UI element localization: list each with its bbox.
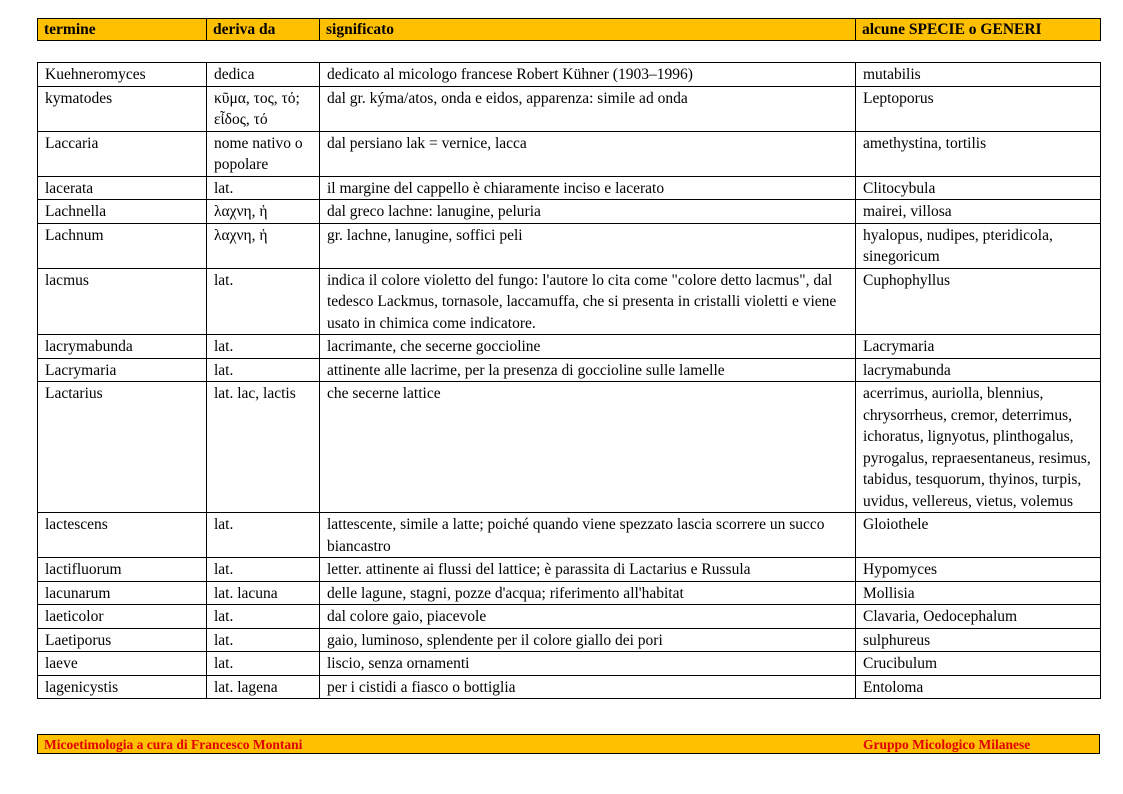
cell-significato: lacrimante, che secerne goccioline: [320, 335, 856, 359]
cell-termine: Lacrymaria: [38, 358, 207, 382]
cell-deriva-da: lat.: [207, 335, 320, 359]
footer-bar: [37, 734, 1100, 754]
table-row: [38, 86, 1101, 131]
table-row: [38, 335, 1101, 359]
footer-right-text: Gruppo Micologico Milanese: [863, 737, 1031, 752]
header-row: [38, 19, 1101, 41]
cell-termine: lacrymabunda: [38, 335, 207, 359]
cell-termine: lacerata: [38, 176, 207, 200]
table-row: [38, 513, 1101, 558]
cell-deriva-da: lat.: [207, 628, 320, 652]
cell-termine: Laccaria: [38, 131, 207, 176]
cell-specie: Clitocybula: [856, 176, 1101, 200]
cell-deriva-da: λαχνη, ἡ: [207, 223, 320, 268]
header-significato: significato: [320, 19, 856, 41]
cell-specie: sulphureus: [856, 628, 1101, 652]
cell-deriva-da: λαχνη, ἡ: [207, 200, 320, 224]
cell-termine: lacunarum: [38, 581, 207, 605]
cell-significato: che secerne lattice: [320, 382, 856, 513]
table-row: [38, 628, 1101, 652]
table-row: [38, 131, 1101, 176]
header-deriva-da: deriva da: [207, 19, 320, 41]
header-table: [37, 18, 1101, 41]
cell-termine: Lachnum: [38, 223, 207, 268]
cell-deriva-da: lat.: [207, 558, 320, 582]
table-row: [38, 223, 1101, 268]
header-termine: termine: [38, 19, 207, 41]
cell-deriva-da: κῦμα, τος, τό; εἶδος, τό: [207, 86, 320, 131]
footer-left-text: Micoetimologia a cura di Francesco Montani: [44, 737, 303, 752]
cell-significato: attinente alle lacrime, per la presenza di goccioline sulle lamelle: [320, 358, 856, 382]
cell-significato: liscio, senza ornamenti: [320, 652, 856, 676]
cell-deriva-da: lat.: [207, 176, 320, 200]
cell-specie: amethystina, tortilis: [856, 131, 1101, 176]
cell-termine: Kuehneromyces: [38, 63, 207, 87]
cell-significato: il margine del cappello è chiaramente inciso e lacerato: [320, 176, 856, 200]
cell-specie: acerrimus, auriolla, blennius, chrysorrheus, cremor, deterrimus, ichoratus, lignyotus, plinthogalus, pyrogalus, repraesentaneus, resimus, tabidus, tesquorum, thyinos, turpis, uvidus, vellereus, vietus, volemus: [856, 382, 1101, 513]
cell-specie: Mollisia: [856, 581, 1101, 605]
cell-specie: Lacrymaria: [856, 335, 1101, 359]
cell-deriva-da: lat.: [207, 358, 320, 382]
cell-specie: Entoloma: [856, 675, 1101, 699]
glossary-table: [37, 62, 1101, 699]
table-row: [38, 558, 1101, 582]
table-row: [38, 581, 1101, 605]
cell-specie: Cuphophyllus: [856, 268, 1101, 335]
cell-significato: dedicato al micologo francese Robert Kühner (1903–1996): [320, 63, 856, 87]
cell-deriva-da: lat. lac, lactis: [207, 382, 320, 513]
cell-deriva-da: lat.: [207, 652, 320, 676]
cell-termine: laeve: [38, 652, 207, 676]
cell-significato: lattescente, simile a latte; poiché quando viene spezzato lascia scorrere un succo biancastro: [320, 513, 856, 558]
table-row: [38, 268, 1101, 335]
cell-specie: hyalopus, nudipes, pteridicola, sinegoricum: [856, 223, 1101, 268]
cell-specie: Hypomyces: [856, 558, 1101, 582]
cell-significato: dal persiano lak = vernice, lacca: [320, 131, 856, 176]
table-row: [38, 382, 1101, 513]
cell-termine: Laetiporus: [38, 628, 207, 652]
cell-termine: lacmus: [38, 268, 207, 335]
cell-significato: gr. lachne, lanugine, soffici peli: [320, 223, 856, 268]
cell-significato: delle lagune, stagni, pozze d'acqua; riferimento all'habitat: [320, 581, 856, 605]
table-row: [38, 63, 1101, 87]
cell-termine: laeticolor: [38, 605, 207, 629]
cell-specie: mairei, villosa: [856, 200, 1101, 224]
cell-deriva-da: nome nativo o popolare: [207, 131, 320, 176]
cell-deriva-da: dedica: [207, 63, 320, 87]
cell-significato: indica il colore violetto del fungo: l'autore lo cita come "colore detto lacmus", dal tedesco Lackmus, tornasole, laccamuffa, che si presenta in cristalli violetti e viene usato in chimica come indicatore.: [320, 268, 856, 335]
cell-specie: Leptoporus: [856, 86, 1101, 131]
cell-deriva-da: lat. lagena: [207, 675, 320, 699]
cell-termine: lactifluorum: [38, 558, 207, 582]
cell-significato: letter. attinente ai flussi del lattice; è parassita di Lactarius e Russula: [320, 558, 856, 582]
cell-deriva-da: lat.: [207, 605, 320, 629]
cell-termine: Lachnella: [38, 200, 207, 224]
cell-specie: lacrymabunda: [856, 358, 1101, 382]
cell-specie: Crucibulum: [856, 652, 1101, 676]
cell-termine: lactescens: [38, 513, 207, 558]
table-row: [38, 675, 1101, 699]
glossary-rows: [38, 63, 1101, 699]
table-row: [38, 358, 1101, 382]
cell-significato: dal gr. kýma/atos, onda e eidos, apparenza: simile ad onda: [320, 86, 856, 131]
table-row: [38, 176, 1101, 200]
cell-termine: lagenicystis: [38, 675, 207, 699]
cell-specie: mutabilis: [856, 63, 1101, 87]
cell-specie: Clavaria, Oedocephalum: [856, 605, 1101, 629]
cell-deriva-da: lat. lacuna: [207, 581, 320, 605]
cell-significato: per i cistidi a fiasco o bottiglia: [320, 675, 856, 699]
cell-specie: Gloiothele: [856, 513, 1101, 558]
table-row: [38, 652, 1101, 676]
document-page: [37, 18, 1100, 699]
table-row: [38, 605, 1101, 629]
header-specie: alcune SPECIE o GENERI: [856, 19, 1101, 41]
cell-deriva-da: lat.: [207, 268, 320, 335]
table-row: [38, 200, 1101, 224]
cell-deriva-da: lat.: [207, 513, 320, 558]
cell-termine: Lactarius: [38, 382, 207, 513]
cell-significato: dal greco lachne: lanugine, peluria: [320, 200, 856, 224]
cell-termine: kymatodes: [38, 86, 207, 131]
cell-significato: gaio, luminoso, splendente per il colore giallo dei pori: [320, 628, 856, 652]
cell-significato: dal colore gaio, piacevole: [320, 605, 856, 629]
